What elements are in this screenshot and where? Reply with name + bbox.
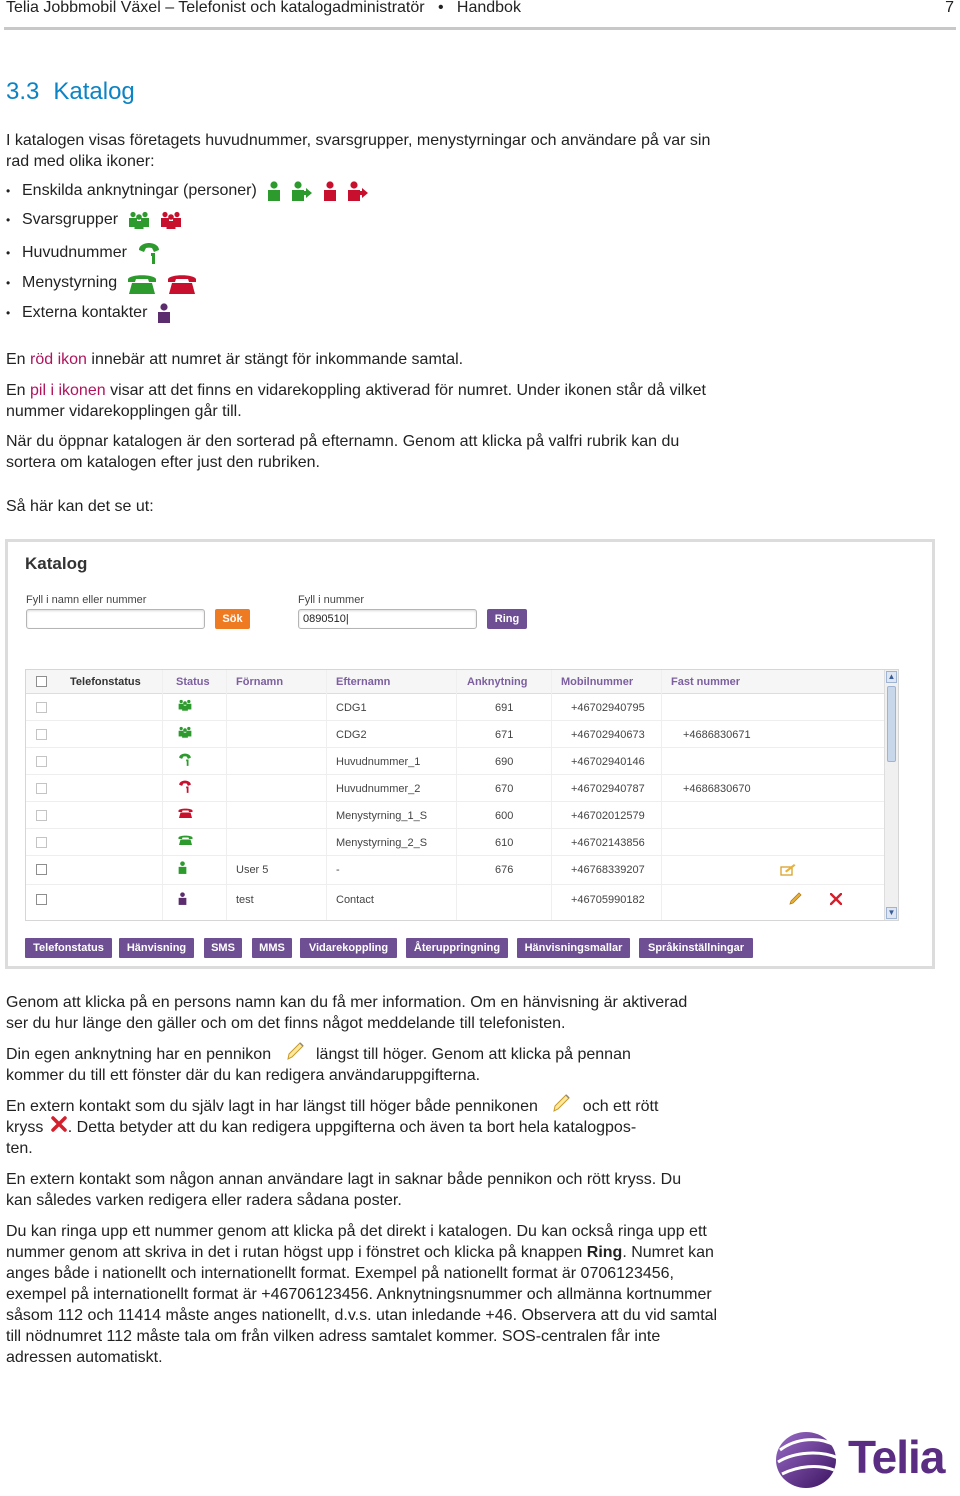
deskphone-red-icon [167,272,197,294]
text-fragment: Du kan ringa upp ett nummer genom att klicka på det direkt i katalogen. Du kan också ringa upp ett nummer genom att skriva in det i rutan högst upp i fönstret och klicka på knappen [6,1223,707,1261]
page-header [6,0,956,28]
section-number: 3.3 [6,78,40,105]
group-green-icon [178,726,192,738]
mobile-cell[interactable]: +46768339207 [571,864,645,876]
header-text [6,0,521,17]
extension-cell[interactable]: 600 [495,810,514,822]
intro-paragraph: I katalogen visas företagets huvudnummer, svarsgrupper, menystyrningar och användare på var sin rad med olika ikoner: [6,132,711,170]
tab-referral[interactable]: Hänvisning [119,938,194,958]
scroll-down-icon[interactable]: ▼ [887,908,896,917]
text-line: ten. [6,1140,33,1157]
person-green-icon [178,861,187,874]
column-header-last-name[interactable]: Efternamn [336,676,391,688]
pencil-icon [284,1040,306,1062]
row-checkbox[interactable] [36,837,47,848]
column-header-first-name[interactable]: Förnamn [236,676,284,688]
extension-cell[interactable]: 691 [495,702,514,714]
paragraph-dialing [6,1221,718,1368]
tab-language-settings[interactable]: Språkinställningar [639,938,753,958]
section-heading [6,78,135,106]
last-name-cell[interactable]: CDG2 [336,729,367,741]
bullet-icons [128,211,182,229]
text-fragment: innebär att numret är stängt för inkommande samtal. [86,351,464,368]
table-row[interactable] [26,856,884,885]
text-line [6,1044,716,1065]
last-name-cell[interactable]: Menystyrning_2_S [336,837,428,849]
search-button[interactable]: Sök [215,609,250,629]
pencil-icon [550,1092,572,1114]
pencil-icon[interactable] [788,892,802,906]
group-green-icon [178,699,192,711]
bullet-label: Menystyrning [22,274,118,291]
phone-handset-green-icon [178,753,192,766]
red-cross-icon [50,1115,68,1133]
call-number-input[interactable] [298,609,477,629]
bullet-icons [157,302,171,324]
text-line [6,1096,716,1117]
column-header-mobile[interactable]: Mobilnummer [561,676,634,688]
row-checkbox[interactable] [36,894,47,905]
deskphone-green-icon [178,834,193,845]
phone-handset-red-icon [178,780,192,793]
table-header [26,670,884,694]
scrollbar-thumb[interactable] [887,686,896,762]
catalog-title: Katalog [25,554,88,573]
column-header-status[interactable]: Status [176,676,210,688]
text-fragment: längst till höger. Genom att klicka på pennan [316,1046,631,1063]
delete-cross-icon[interactable] [830,893,842,905]
extension-cell[interactable]: 676 [495,864,514,876]
table-row[interactable] [26,694,884,721]
extension-cell[interactable]: 610 [495,837,514,849]
person-red-forward-icon [347,180,369,202]
row-checkbox[interactable] [36,783,47,794]
highlighted-term: röd ikon [30,351,87,368]
mobile-cell[interactable]: +46702143856 [571,837,645,849]
group-red-icon [160,211,182,229]
fixed-cell[interactable]: +4686830671 [683,729,751,741]
text-fragment: En extern kontakt som du själv lagt in har längst till höger både pennikonen [6,1098,538,1115]
tab-sms[interactable]: SMS [204,938,242,958]
deskphone-red-icon [178,807,193,818]
bullet-dot: • [6,184,11,198]
paragraph-red-icon [6,349,716,370]
telia-wordmark: Telia [848,1431,945,1483]
bullet-dot: • [6,306,11,320]
edit-own-icon[interactable] [780,863,796,876]
text-line [6,1117,716,1138]
row-checkbox[interactable] [36,864,47,875]
tab-phone-status[interactable]: Telefonstatus [25,938,112,958]
row-checkbox[interactable] [36,810,47,821]
bullet-dot: • [6,213,11,227]
telia-logo [772,1424,952,1494]
paragraph-external-own [6,1096,716,1159]
bullet-main-number [6,242,161,264]
tab-callback[interactable]: Återuppringning [406,938,508,958]
last-name-cell[interactable]: Huvudnummer_1 [336,756,421,768]
highlighted-term: pil i ikonen [30,382,106,399]
paragraph-own-pencil [6,1044,716,1086]
mobile-cell[interactable]: +46705990182 [571,894,645,906]
header-divider [4,27,956,30]
row-checkbox[interactable] [36,756,47,767]
text-fragment: . Detta betyder att du kan redigera uppgifterna och även ta bort hela katalogpos- [67,1119,637,1136]
last-name-cell[interactable]: - [336,864,340,876]
text-fragment: . Numret kan anges både i nationellt och internationellt format. Exempel på nationellt format är 0706123456, exempel på internationellt format är +46706123456. Anknytningsnummer och allmänna kortnummer såsom 112 och 11414 måste anges nationellt, d.v.s. utan inledande +46. Observera att du vid samtal till nödnumret 112 måste tala om från vilken adress samtalet kommer. SOS-centralen får inte adressen automatiskt. [6,1244,718,1366]
paragraph-person-name: Genom att klicka på en persons namn kan du få mer information. Om en hänvisning är aktiverad ser du hur länge den gäller och om det finns något meddelande till telefonisten. [6,994,688,1032]
column-header-fixed[interactable]: Fast nummer [671,676,741,688]
call-label: Fyll i nummer [298,594,365,606]
last-name-cell[interactable]: Contact [336,894,374,906]
last-name-cell[interactable]: CDG1 [336,702,367,714]
search-input[interactable] [26,609,205,629]
paragraph-example: Så här kan det se ut: [6,498,154,515]
table-row[interactable] [26,775,884,802]
last-name-cell[interactable]: Huvudnummer_2 [336,783,421,795]
bullet-individual [6,180,369,202]
table-row[interactable] [26,748,884,775]
person-green-forward-icon [291,180,313,202]
text-fragment: kryss [6,1119,44,1136]
text-fragment: En [6,382,31,399]
paragraph-sorting: När du öppnar katalogen är den sorterad på efternamn. Genom att klicka på valfri rubrik kan du sortera om katalogen efter just den rubriken. [6,433,680,471]
call-button[interactable]: Ring [487,609,527,629]
bullet-icons [267,180,369,202]
text-fragment: visar att det finns en vidarekoppling aktiverad för numret. Under ikonen står då vilket nummer vidarekopplingen går till. [6,382,706,420]
table-row[interactable] [26,721,884,748]
table-scrollbar[interactable] [884,670,898,920]
bullet-answer-groups [6,211,182,229]
column-header-extension[interactable]: Anknytning [467,676,528,688]
page-number: 7 [945,0,954,16]
mobile-cell[interactable]: +46702940787 [571,783,645,795]
mobile-cell[interactable]: +46702940795 [571,702,645,714]
header-title: Telia Jobbmobil Växel – Telefonist och katalogadministratör [6,0,425,16]
tab-referral-templates[interactable]: Hänvisningsmallar [517,938,630,958]
row-checkbox[interactable] [36,702,47,713]
fixed-cell[interactable]: +4686830670 [683,783,751,795]
last-name-cell[interactable]: Menystyrning_1_S [336,810,428,822]
bullet-dot: • [6,276,11,290]
person-purple-icon [178,892,187,905]
table-row[interactable] [26,802,884,829]
text-fragment: och ett rött [582,1098,659,1115]
bullet-dot: • [6,246,11,260]
table-row[interactable] [26,885,884,915]
bullet-external-contacts [6,302,171,324]
person-purple-icon [157,302,171,324]
bullet-icons [127,272,197,294]
catalog-table [25,669,899,921]
mobile-cell[interactable]: +46702940673 [571,729,645,741]
extension-cell[interactable]: 671 [495,729,514,741]
text-fragment: Din egen anknytning har en pennikon [6,1046,272,1063]
bullet-icons [137,242,161,264]
search-label: Fyll i namn eller nummer [26,594,147,606]
header-section: Handbok [456,0,521,16]
deskphone-green-icon [127,272,157,294]
catalog-screenshot [5,539,935,969]
extension-cell[interactable]: 690 [495,756,514,768]
scroll-up-icon[interactable]: ▲ [887,672,896,681]
tab-call-forwarding[interactable]: Vidarekoppling [300,938,397,958]
bullet-menu-control [6,272,197,294]
extension-cell[interactable]: 670 [495,783,514,795]
bullet-label: Huvudnummer [22,244,127,261]
bullet-label: Externa kontakter [22,304,148,321]
bold-term: Ring [586,1244,623,1261]
person-red-icon [323,180,337,202]
table-row[interactable] [26,829,884,856]
mobile-cell[interactable]: +46702012579 [571,810,645,822]
header-separator: • [437,0,444,16]
phone-handset-green-icon [137,242,161,264]
row-checkbox[interactable] [36,729,47,740]
tab-mms[interactable]: MMS [252,938,292,958]
person-green-icon [267,180,281,202]
group-green-icon [128,211,150,229]
section-title: Katalog [53,78,135,105]
column-header-phone-status[interactable]: Telefonstatus [70,676,141,688]
text-line: kommer du till ett fönster där du kan redigera användaruppgifterna. [6,1067,481,1084]
text-fragment: En [6,351,31,368]
telia-pebble-icon [772,1424,842,1492]
bullet-label: Enskilda anknytningar (personer) [22,182,257,199]
first-name-cell[interactable]: User 5 [236,864,269,876]
paragraph-arrow-icon [6,380,716,422]
mobile-cell[interactable]: +46702940146 [571,756,645,768]
bullet-label: Svarsgrupper [22,211,119,228]
select-all-checkbox[interactable] [36,676,47,687]
paragraph-external-other: En extern kontakt som någon annan användare lagt in saknar både pennikon och rött kryss. Du kan således varken redigera eller radera sådana poster. [6,1171,682,1209]
first-name-cell[interactable]: test [236,894,254,906]
